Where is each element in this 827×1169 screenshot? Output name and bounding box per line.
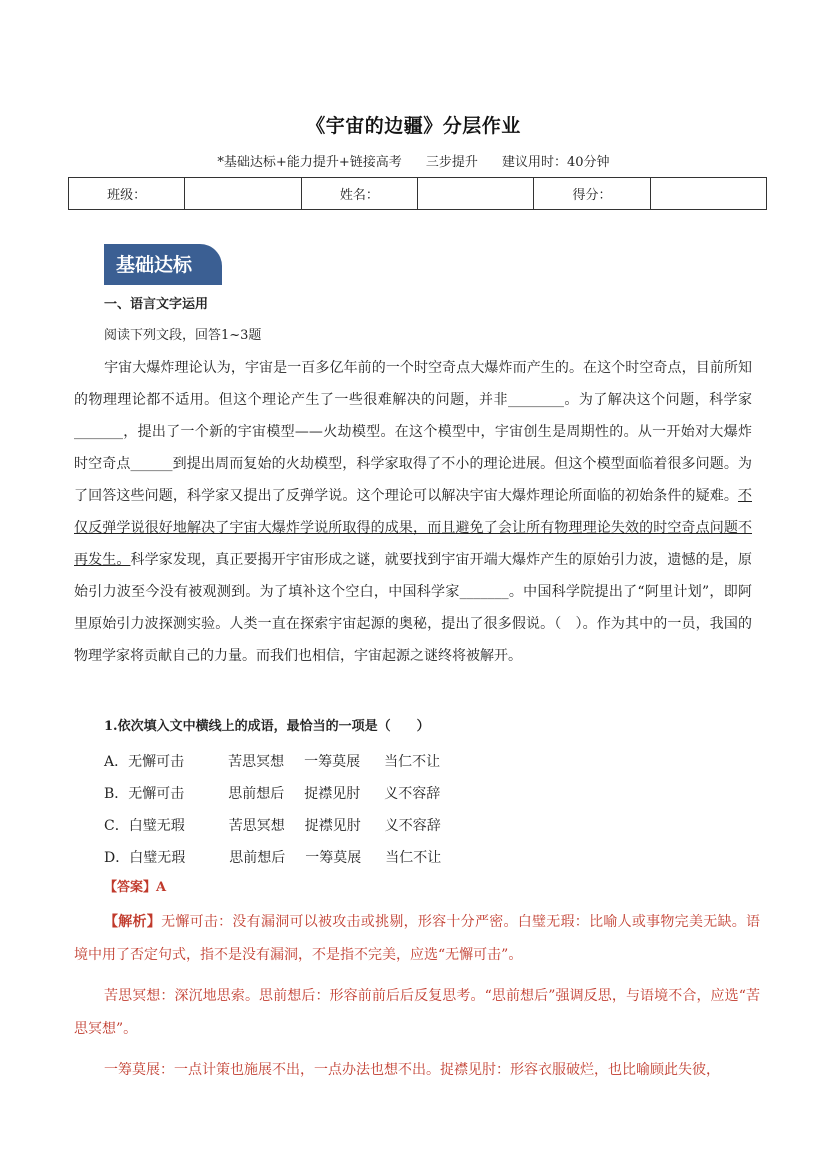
score-label: 得分： (534, 178, 650, 210)
option-idiom: 义不容辞 (384, 786, 441, 802)
option-idiom: 义不容辞 (384, 818, 441, 834)
option-letter: D． (104, 850, 130, 866)
answer-label: 【答案】 (104, 880, 157, 895)
option-idiom: 思前想后 (229, 850, 286, 866)
option-idiom: 无懈可击 (128, 786, 185, 802)
passage-part-1: 宇宙大爆炸理论认为，宇宙是一百多亿年前的一个时空奇点大爆炸而产生的。在这个时空奇点，目前所知的物理理论都不适用。但这个理论产生了一些很难解决的问题，并非________。为了解决这个问题，科学家_______，提出了一个新的宇宙模型——火劫模型。在这个模型中，宇宙创生是周期性的。从一开始对大爆炸时空奇点______到提出周而复始的火劫模型，科学家取得了不小的理论进展。但这个模型面临着很多问题。为了回答这些问题，科学家又提出了反弹学说。这个理论可以解决宇宙大爆炸理论所面临的初始条件的疑难。 (74, 360, 752, 504)
passage-part-2: 科学家发现，真正要揭开宇宙形成之谜，就要找到宇宙开端大爆炸产生的原始引力波，遗憾的是，原始引力波至今没有被观测到。为了填补这个空白，中国科学家_______。中国科学院提出了“阿里计划”，即阿里原始引力波探测实验。人类一直在探索宇宙起源的奥秘，提出了很多假说。（ ）。作为其中的一员，我国的物理学家将贡献自己的力量。而我们也相信，宇宙起源之谜终将被解开。 (74, 552, 753, 664)
option-d[interactable] (104, 842, 455, 874)
answer-value: A (156, 880, 167, 895)
student-info-table (68, 177, 767, 210)
subtitle (0, 151, 827, 170)
class-field[interactable] (185, 178, 301, 210)
option-idiom: 思前想后 (228, 786, 285, 802)
option-c[interactable] (104, 810, 455, 842)
subtitle-tiers: *基础达标+能力提升+链接高考 (217, 155, 402, 170)
option-idiom: 捉襟见肘 (304, 818, 361, 834)
option-idiom: 白璧无瑕 (129, 850, 186, 866)
reading-passage (74, 352, 752, 672)
option-letter: C． (104, 818, 129, 834)
answer (104, 876, 166, 895)
option-idiom: 一筹莫展 (304, 754, 361, 770)
subtitle-time: 建议用时：40分钟 (502, 155, 610, 170)
option-letter: B． (104, 786, 129, 802)
question-1: 1.依次填入文中横线上的成语，最恰当的一项是（ ） (104, 719, 430, 734)
option-idiom: 捉襟见肘 (304, 786, 361, 802)
section-banner: 基础达标 (104, 244, 222, 283)
page-title: 《宇宙的边疆》分层作业 (306, 115, 521, 137)
analysis-text: 无懈可击：没有漏洞可以被攻击或挑剔，形容十分严密。白璧无瑕：比喻人或事物完美无缺。语境中用了否定句式，指不是没有漏洞，不是指不完美，应选“无懈可击”。 (74, 914, 761, 963)
analysis-label: 【解析】 (104, 914, 162, 930)
option-letter: A． (104, 754, 129, 770)
option-idiom: 苦思冥想 (228, 818, 285, 834)
instruction: 阅读下列文段，回答1~3题 (104, 328, 262, 343)
section-heading: 一、语言文字运用 (104, 297, 209, 312)
option-idiom: 当仁不让 (384, 754, 441, 770)
class-label: 班级： (69, 178, 185, 210)
score-field[interactable] (650, 178, 766, 210)
subtitle-steps: 三步提升 (425, 155, 478, 170)
analysis-paragraph-2: 苦思冥想：深沉地思索。思前想后：形容前前后后反复思考。“思前想后”强调反思，与语境不合，应选“苦思冥想”。 (74, 988, 760, 1037)
option-idiom: 当仁不让 (385, 850, 442, 866)
option-idiom: 无懈可击 (128, 754, 185, 770)
options-list (104, 746, 455, 874)
name-field[interactable] (417, 178, 533, 210)
option-b[interactable] (104, 778, 455, 810)
analysis-paragraph-3: 一筹莫展：一点计策也施展不出，一点办法也想不出。捉襟见肘：形容衣服破烂，也比喻顾此失彼， (104, 1062, 720, 1078)
option-a[interactable] (104, 746, 455, 778)
option-idiom: 苦思冥想 (228, 754, 285, 770)
name-label: 姓名： (301, 178, 417, 210)
analysis-paragraph-1 (74, 906, 760, 972)
banner-underline (104, 283, 222, 285)
option-idiom: 一筹莫展 (305, 850, 362, 866)
passage-underlined-sentence: 不仅反弹学说很好地解决了宇宙大爆炸学说所取得的成果，而且避免了会让所有物理理论失效的时空奇点问题不再发生。 (74, 488, 752, 568)
option-idiom: 白璧无瑕 (128, 818, 185, 834)
analysis (74, 906, 760, 1087)
